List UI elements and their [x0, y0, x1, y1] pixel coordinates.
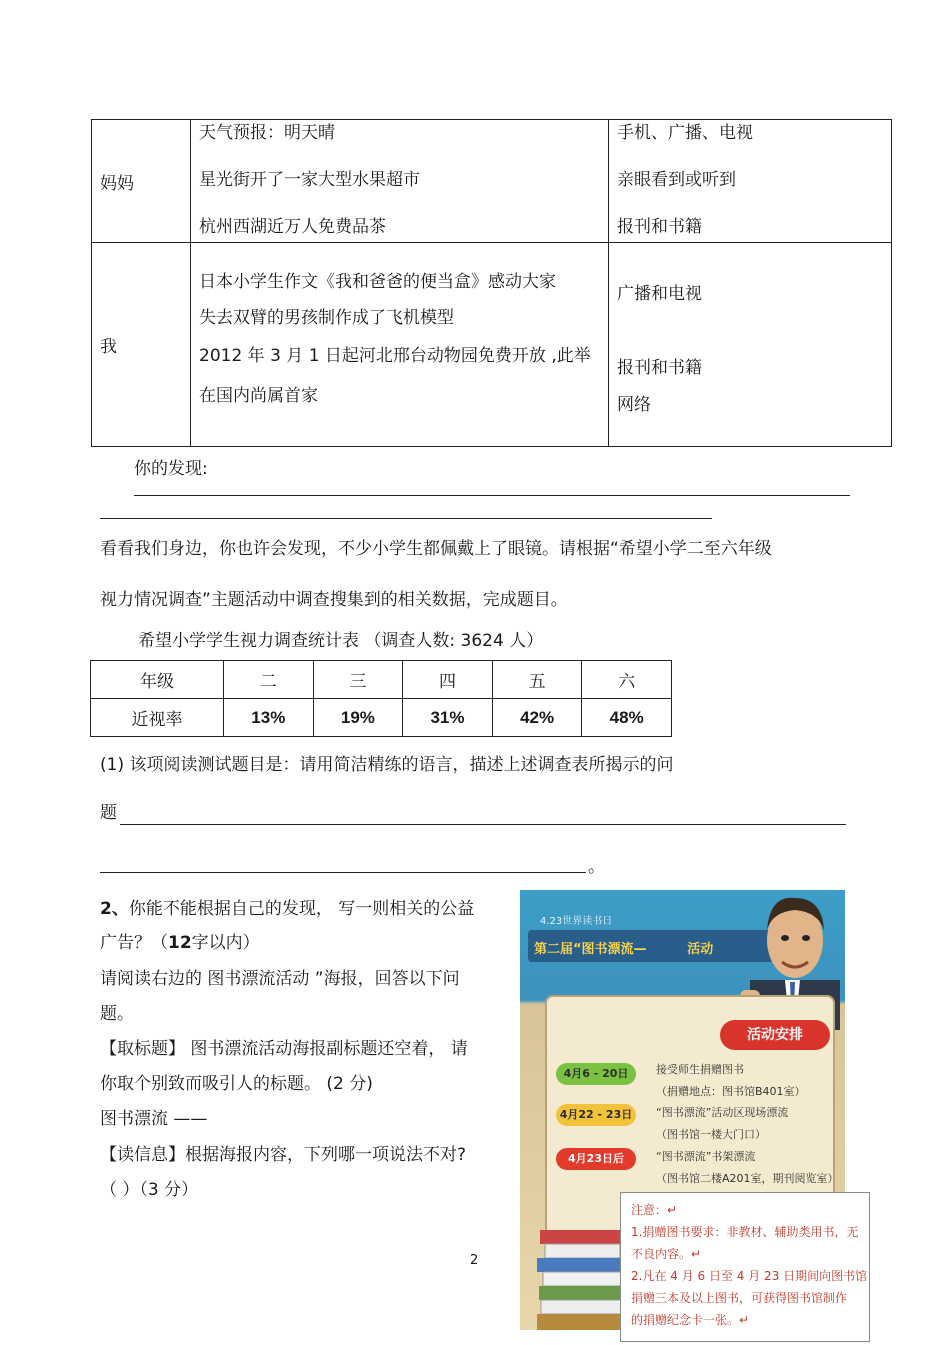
news-item: 失去双臂的男孩制作成了飞机模型	[199, 308, 454, 328]
intro-text: 看看我们身边，你也许会发现，不少小学生都佩戴上了眼镜。请根据“希望小学二至六年级	[100, 539, 772, 559]
poster-item: “图书漂流”活动区现场漂流	[656, 1106, 789, 1119]
poster-item: （图书馆二楼A201室，期刊阅览室）	[656, 1172, 839, 1185]
poster-title: 第二届“图书漂流— 活动	[534, 942, 714, 957]
answer-line[interactable]	[100, 518, 712, 519]
table-row	[92, 120, 892, 243]
media-table	[91, 119, 892, 447]
row-label-cell: 近视率	[91, 699, 224, 737]
news-cell	[191, 120, 609, 243]
poster-item: （捐赠地点：图书馆B401室）	[656, 1085, 806, 1098]
poster-item: （图书馆一楼大门口）	[656, 1128, 766, 1141]
date-pill: 4月23日后	[556, 1148, 636, 1170]
poster-note	[620, 1192, 870, 1342]
news-cell	[191, 243, 609, 447]
question-text: 请阅读右边的 图书漂流活动 ”海报，回答以下问	[100, 969, 460, 989]
source-item: 手机、广播、电视	[617, 123, 753, 143]
note-line: 注意：↵	[631, 1203, 678, 1217]
grade-cell: 六	[582, 661, 672, 699]
date-pill: 4月6 - 20日	[556, 1063, 636, 1085]
poster-item: 接受师生捐赠图书	[656, 1063, 744, 1076]
answer-line[interactable]	[120, 824, 846, 825]
period-mark: 。	[588, 857, 605, 877]
news-item: 天气预报：明天晴	[199, 123, 335, 143]
discovery-label: 你的发现:	[134, 459, 208, 479]
question-text: 【取标题】 图书漂流活动海报副标题还空着， 请	[100, 1039, 468, 1059]
header-cell: 年级	[91, 661, 224, 699]
question-text: （ ）（3 分）	[100, 1180, 199, 1200]
source-item: 报刊和书籍	[617, 217, 702, 237]
grade-cell: 三	[313, 661, 403, 699]
table-row	[91, 699, 672, 737]
note-line: 1.捐赠图书要求：非教材、辅助类用书，无	[631, 1225, 859, 1239]
news-item: 日本小学生作文《我和爸爸的便当盒》感动大家	[199, 272, 556, 292]
table-row	[92, 243, 892, 447]
question-text: 题。	[100, 1004, 134, 1024]
news-item: 2012 年 3 月 1 日起河北邢台动物园免费开放 ,此举	[199, 346, 591, 366]
grade-cell: 二	[224, 661, 314, 699]
question-text: 【读信息】根据海报内容，下列哪一项说法不对?	[100, 1145, 467, 1165]
source-item: 亲眼看到或听到	[617, 170, 736, 190]
source-cell	[609, 120, 892, 243]
poster-top-label: 4.23世界读书日	[540, 916, 613, 927]
intro-text: 视力情况调查”主题活动中调查搜集到的相关数据，完成题目。	[100, 590, 568, 610]
rate-cell: 31%	[403, 699, 493, 737]
source-item: 广播和电视	[617, 284, 702, 304]
note-line: 捐赠三本及以上图书，可获得图书馆制作	[631, 1291, 848, 1305]
vision-table	[90, 660, 672, 737]
question-text: 图书漂流 ——	[100, 1109, 208, 1129]
rate-cell: 42%	[492, 699, 582, 737]
row-person: 妈妈	[92, 120, 191, 243]
question-1: (1) 该项阅读测试题目是：请用简洁精练的语言，描述上述调查表所揭示的问	[100, 755, 674, 775]
question-2: 2、你能不能根据自己的发现， 写一则相关的公益	[100, 899, 475, 919]
rate-cell: 19%	[313, 699, 403, 737]
note-line: 的捐赠纪念卡一张。↵	[631, 1313, 750, 1327]
answer-line[interactable]	[100, 872, 586, 873]
news-item: 星光街开了一家大型水果超市	[199, 170, 420, 190]
source-item: 网络	[617, 395, 651, 415]
page-number: 2	[470, 1253, 479, 1268]
poster-item: “图书漂流”书架漂流	[656, 1150, 756, 1163]
note-line: 不良内容。↵	[631, 1247, 702, 1261]
table-row	[91, 661, 672, 699]
poster-banner: 活动安排	[720, 1020, 830, 1050]
source-item: 报刊和书籍	[617, 358, 702, 378]
question-text: 你取个别致而吸引人的标题。 (2 分)	[100, 1074, 373, 1094]
grade-cell: 五	[492, 661, 582, 699]
grade-cell: 四	[403, 661, 493, 699]
table-title: 希望小学学生视力调查统计表 （调查人数: 3624 人）	[138, 631, 544, 651]
news-item: 在国内尚属首家	[199, 386, 318, 406]
row-person: 我	[92, 243, 191, 447]
source-cell	[609, 243, 892, 447]
rate-cell: 13%	[224, 699, 314, 737]
question-2-cont: 广告？（12字以内）	[100, 933, 260, 953]
date-pill: 4月22 - 23日	[556, 1104, 636, 1126]
rate-cell: 48%	[582, 699, 672, 737]
answer-line[interactable]	[134, 495, 850, 496]
news-item: 杭州西湖近万人免费品茶	[199, 217, 386, 237]
note-line: 2.凡在 4 月 6 日至 4 月 23 日期间向图书馆	[631, 1269, 868, 1283]
question-1-cont: 题	[100, 803, 117, 823]
